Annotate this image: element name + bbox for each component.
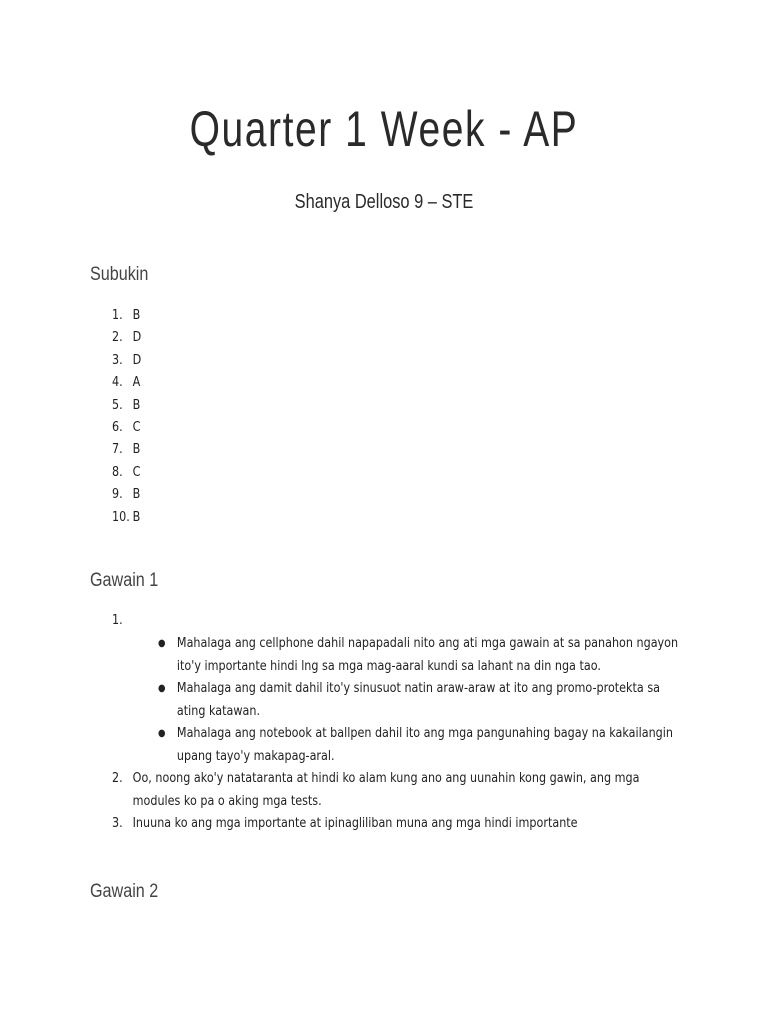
list-item: 3. D [112,352,142,368]
list-item: ● Mahalaga ang notebook at ballpen dahil ito ang mga pangunahing bagay na kakailangin upang tayo'y makapag-aral. [158,723,622,768]
list-item: 1. B [112,308,141,323]
heading-subukin: Subukin [90,264,149,285]
list-item: 4. A [112,375,141,391]
bullet-icon: ● [158,728,166,739]
list-item: 9. B [112,487,141,503]
bullet-icon: ● [158,683,166,694]
heading-gawain-1: Gawain 1 [90,570,159,591]
list-item: 6. C [112,419,141,435]
heading-gawain-2: Gawain 2 [90,881,159,902]
list-item: 8. C [112,464,141,480]
list-item: 2. D [112,330,142,346]
list-item: 3. Inuuna ko ang mga importante at ipinagliliban muna ang mga hindi importante [112,816,578,831]
subukin-answer-list [112,305,141,529]
student-name: Shanya Delloso 9 – STE [294,191,474,213]
page-title: Quarter 1 Week - AP [189,101,579,157]
list-item: 7. B [112,442,141,458]
list-item: ● Mahalaga ang cellphone dahil napapadali nito ang ati mga gawain at sa panahon ngayon ito'y importante hindi lng sa mga mag-aaral kundi sa lahant na din nga tao. [158,633,622,678]
list-item: 5. B [112,397,141,413]
list-item: 10. B [112,509,141,525]
list-item: 2. Oo, noong ako'y natataranta at hindi ko alam kung ano ang uunahin kong gawin, ang mga modules ko pa o aking mga tests. [112,771,640,809]
bullet-icon: ● [158,638,166,649]
gawain-1-list-continued [112,768,639,836]
list-item: ● Mahalaga ang damit dahil ito'y sinusuot natin araw-araw at ito ang promo-protekta sa ating katawan. [158,678,622,723]
gawain-1-bullet-list [158,633,679,768]
gawain-1-list [112,610,133,633]
list-item: 1. [112,613,123,628]
